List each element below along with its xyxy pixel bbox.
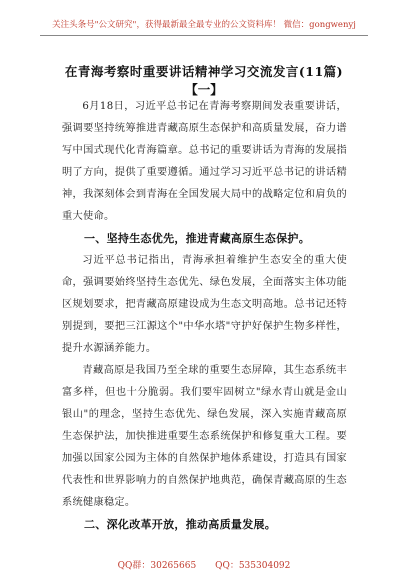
header-banner: 关注头条号"公文研究"，获得最新最全最专业的公文资料库！ 微信：gongwenyj <box>52 20 356 30</box>
document-title: 在青海考察时重要讲话精神学习交流发言(11篇) <box>64 64 344 79</box>
intro-paragraph: 6月18日，习近平总书记在青海考察期间发表重要讲话，强调要坚持统筹推进青藏高原生态保护和高质量发展，奋力谱写中国式现代化青海篇章。总书记的重要讲话为青海的发展指明了方向，提供了重要遵循。通过学习习近平总书记的讲话精神，我深刻体会到青海在全国发展大局中的战略定位和肩负的重大使命。 <box>62 101 347 222</box>
footer-contacts <box>0 558 408 571</box>
header-divider <box>40 35 368 36</box>
section1-paragraph-1: 习近平总书记指出，青海承担着维护生态安全的重大使命，强调要始终坚持生态优先、绿色发展，全面落实主体功能区规划要求，把青藏高原建设成为生态文明高地。总书记还特别提到，要把三江源这个"中华水塔"守护好保护生物多样性，提升水源涵养能力。 <box>62 255 347 354</box>
section1-paragraph-2: 青藏高原是我国乃至全球的重要生态屏障，其生态系统丰富多样，但也十分脆弱。我们要牢固树立"绿水青山就是金山银山"的理念，坚持生态优先、绿色发展，深入实施青藏高原生态保护法，加快推进重要生态系统保护和修复重大工程。要加强以国家公园为主体的自然保护地体系建设，打造具有国家代表性和世界影响力的自然保护地典范，确保青藏高原的生态系统健康稳定。 <box>62 365 347 508</box>
section-heading-2: 二、深化改革开放，推动高质量发展。 <box>84 518 277 531</box>
document-body <box>62 96 347 536</box>
section-heading-1: 一、坚持生态优先，推进青藏高原生态保护。 <box>84 232 310 245</box>
document-subtitle: 【一】 <box>185 82 223 97</box>
footer-qq: QQ：535304092 <box>215 561 291 571</box>
footer-qq-group: QQ群：30265665 <box>117 561 197 571</box>
